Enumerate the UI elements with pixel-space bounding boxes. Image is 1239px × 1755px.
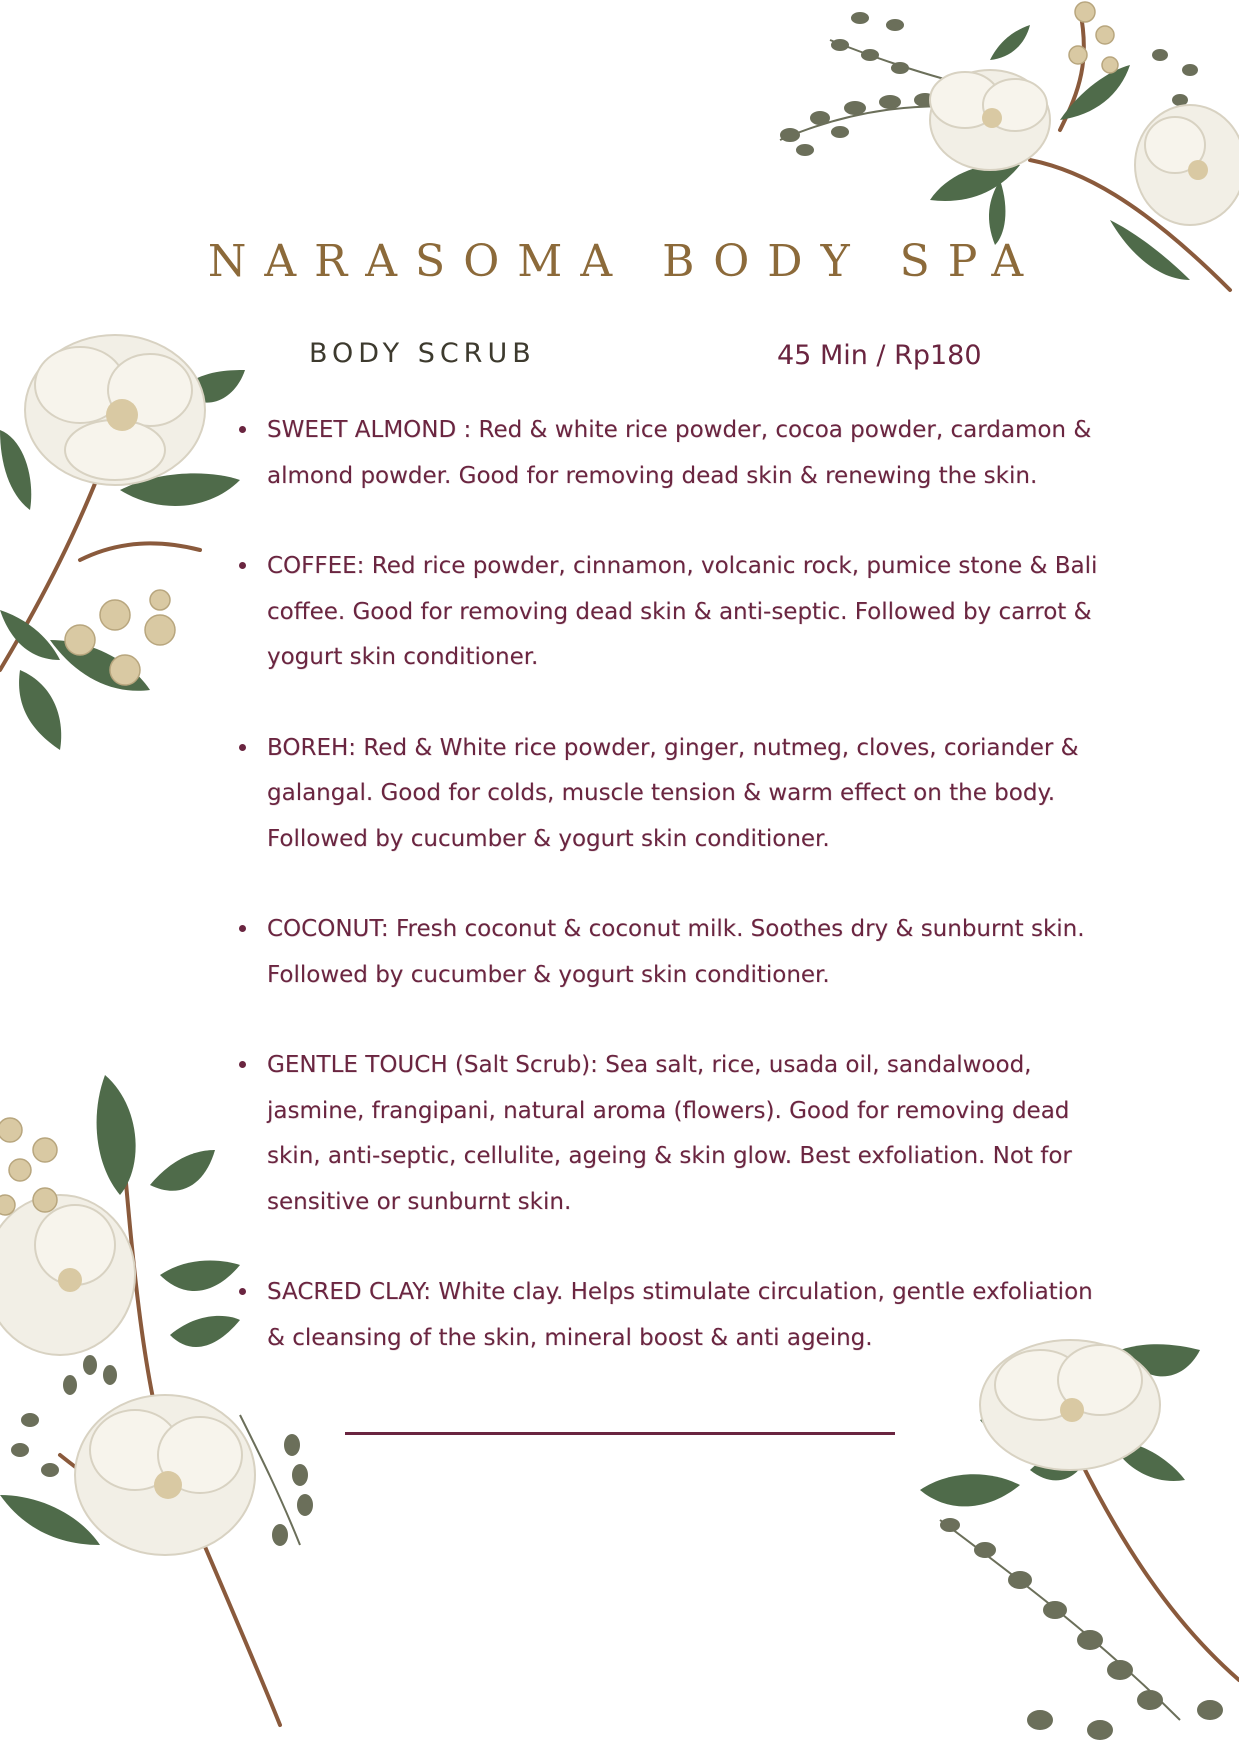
treatment-description: GENTLE TOUCH (Salt Scrub): Sea salt, rice, usada oil, sandalwood, jasmine, frangipani, natural aroma (flowers). Good for removing dead skin, anti-septic, cellulite, ageing & skin glow. Best exfoliation. Not for sensitive or sunburnt skin.	[267, 1052, 1072, 1215]
divider-line	[345, 1432, 895, 1435]
page-title: NARASOMA BODY SPA	[207, 236, 1042, 287]
magnolia-blossom-large	[930, 70, 1050, 170]
magnolia-left-illustration	[0, 310, 250, 770]
stem-branches	[1080, 1460, 1239, 1680]
bullet-icon	[239, 744, 246, 751]
section-price: 45 Min / Rp180	[777, 340, 982, 371]
magnolia-blossom-right	[1135, 105, 1239, 225]
list-item	[237, 408, 1117, 499]
bullet-icon	[239, 925, 246, 932]
list-item	[237, 726, 1117, 863]
treatment-description: SACRED CLAY: White clay. Helps stimulate circulation, gentle exfoliation & cleansing of the skin, mineral boost & anti ageing.	[267, 1279, 1093, 1351]
treatment-description: SWEET ALMOND : Red & white rice powder, cocoa powder, cardamon & almond powder. Good for removing dead skin & renewing the skin.	[267, 417, 1092, 489]
treatment-description: COCONUT: Fresh coconut & coconut milk. Soothes dry & sunburnt skin. Followed by cucumber & yogurt skin conditioner.	[267, 916, 1085, 988]
treatment-description: COFFEE: Red rice powder, cinnamon, volcanic rock, pumice stone & Bali coffee. Good for removing dead skin & anti-septic. Followed by carrot & yogurt skin conditioner.	[267, 553, 1098, 670]
list-item	[237, 544, 1117, 681]
bullet-icon	[239, 1061, 246, 1068]
berries	[1069, 2, 1118, 73]
magnolia-blossom	[25, 335, 205, 485]
treatment-list	[237, 408, 1117, 1406]
treatment-description: BOREH: Red & White rice powder, ginger, nutmeg, cloves, coriander & galangal. Good for colds, muscle tension & warm effect on the body. Followed by cucumber & yogurt skin conditioner.	[267, 734, 1079, 852]
magnolia-blossom-upper	[0, 1195, 135, 1355]
list-item	[237, 1043, 1117, 1225]
berries	[0, 1118, 57, 1215]
eucalyptus-sprigs	[940, 1519, 1222, 1739]
list-item	[237, 1270, 1117, 1361]
section-title: BODY SCRUB	[309, 338, 536, 369]
bullet-icon	[239, 426, 246, 433]
list-item	[237, 907, 1117, 998]
magnolia-blossom-lower	[75, 1395, 255, 1555]
bullet-icon	[239, 1288, 246, 1295]
bullet-icon	[239, 562, 246, 569]
